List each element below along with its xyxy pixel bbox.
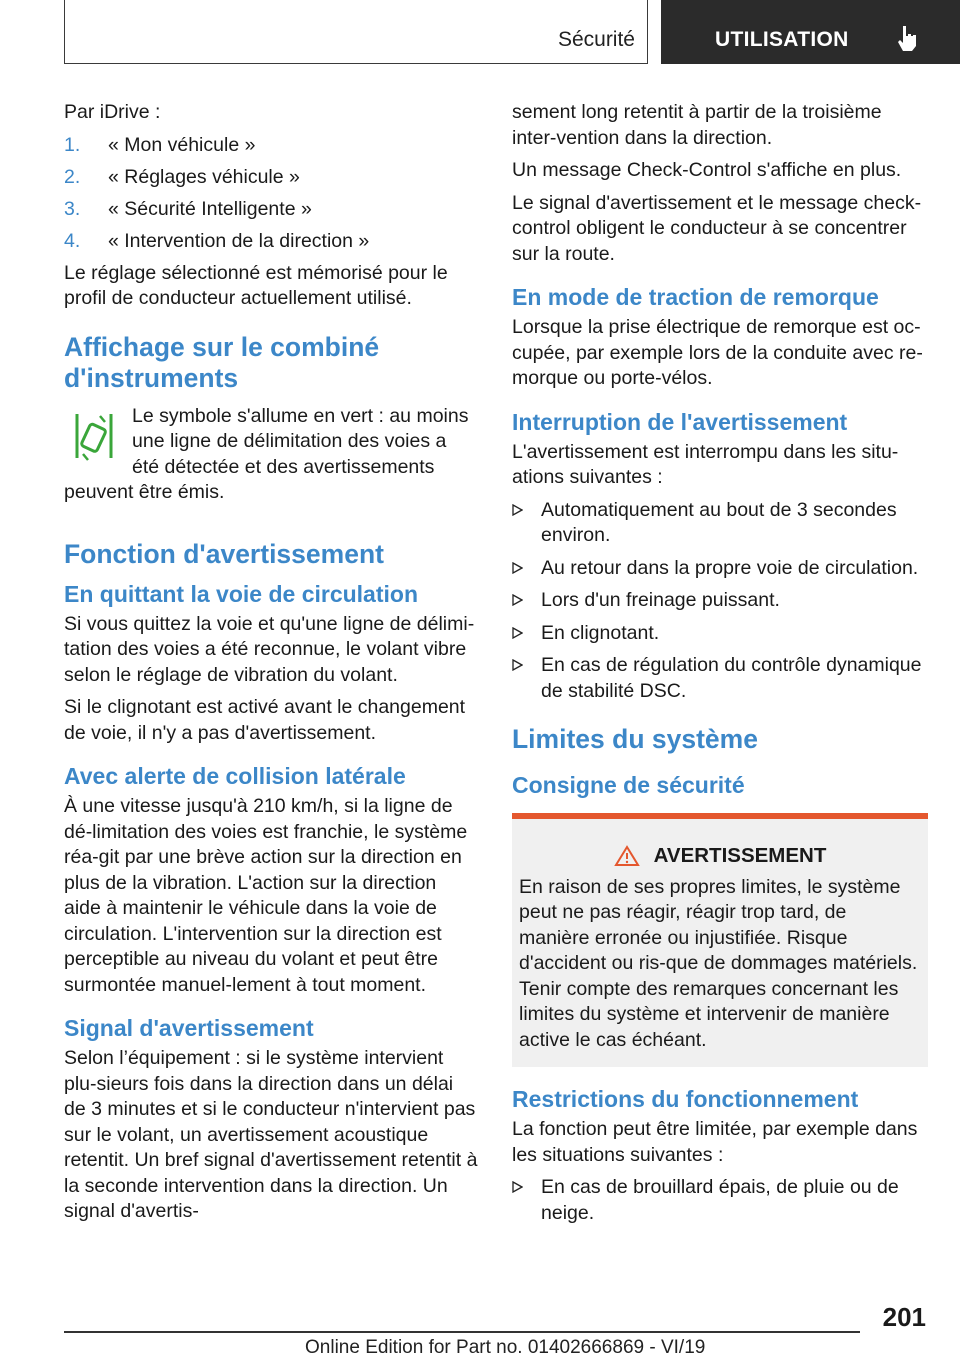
- leaving-paragraph-2: Si le clignotant est activé avant le changement de voie, il n'y a pas d'avertissement.: [64, 696, 466, 744]
- heading-leaving-lane: En quittant la voie de circulation: [64, 580, 418, 607]
- header-section-title: Sécurité: [557, 28, 635, 51]
- steps-note: Le réglage sélectionné est mémorisé pour le profil de conducteur actuellement utilisé.: [64, 261, 448, 309]
- header-section-box: [64, 0, 648, 64]
- triangle-bullet-icon: [512, 562, 523, 574]
- list-item: En cas de brouillard épais, de pluie ou de neige.: [512, 1175, 928, 1226]
- list-item: En cas de régulation du contrôle dynamique de stabilité DSC.: [512, 653, 928, 704]
- triangle-bullet-icon: [512, 594, 523, 606]
- warning-triangle-icon: [614, 845, 640, 867]
- display-text: Le symbole s'allume en vert : au moins une ligne de délimitation des voies a été détectée et des avertissements peuvent être émis.: [64, 404, 469, 503]
- signal-continued-3: Le signal d'avertissement et le message check-control obligent le conducteur à se concentrer sur la route.: [512, 191, 922, 265]
- side-collision-paragraph: À une vitesse jusqu'à 210 km/h, si la ligne de dé‐limitation des voies est franchie, le système réa‐git par une brève action sur la direction en plus de la vibration. L'action sur la direction aide à maintenir le véhicule dans la voie de circulation. L'intervention sur la direction est perceptible au niveau du volant et peut être surmontée manuel‐lement à tout moment.: [64, 795, 468, 996]
- warning-box: [512, 813, 928, 1067]
- restrictions-list: [512, 1175, 928, 1226]
- list-item: Automatiquement au bout de 3 secondes environ.: [512, 498, 928, 549]
- header-chapter-title: UTILISATION: [715, 28, 849, 51]
- heading-side-collision: Avec alerte de collision latérale: [64, 763, 406, 789]
- interruption-paragraph: L'avertissement est interrompu dans les situ‐ations suivantes :: [512, 440, 899, 488]
- right-column: [512, 100, 928, 1233]
- triangle-bullet-icon: [512, 1181, 523, 1193]
- heading-warning-signal: Signal d'avertissement: [64, 1015, 314, 1041]
- left-column: [64, 100, 478, 1232]
- idrive-intro: Par iDrive :: [64, 101, 161, 123]
- heading-interruption: Interruption de l'avertissement: [512, 408, 848, 435]
- triangle-bullet-icon: [512, 659, 523, 671]
- page-number: 201: [882, 1302, 926, 1332]
- signal-continued-2: Un message Check-Control s'affiche en plus.: [512, 159, 902, 181]
- warning-signal-paragraph: Selon l’équipement : si le système intervient plu‐sieurs fois dans la direction dans un délai de 3 minutes et si le conducteur n'intervient pas sur le volant, un avertissement acoustique retentit. Un bref signal d'avertissement retentit à la seconde intervention dans la direction. Un signal d'avertis‐: [64, 1047, 478, 1222]
- heading-trailer-mode: En mode de traction de remorque: [512, 284, 879, 310]
- step-item: 3. « Sécurité Intelligente »: [64, 197, 312, 220]
- list-item: Au retour dans la propre voie de circulation.: [512, 556, 928, 582]
- display-block: [64, 404, 478, 513]
- heading-display: Affichage sur le combiné d'instruments: [64, 331, 380, 393]
- list-item: Lors d'un freinage puissant.: [512, 588, 928, 614]
- warning-text: En raison de ses propres limites, le système peut ne pas réagir, réagir trop tard, de manière erronée ou injustifiée. Risque d'accident ou ris‐que de dommages matériels. Tenir compte des remarques concernant les limites du système et intervenir de manière active le cas échéant.: [519, 875, 918, 1051]
- interruption-list: [512, 498, 928, 705]
- list-item: En clignotant.: [512, 621, 928, 647]
- restrictions-paragraph: La fonction peut être limitée, par exemple dans les situations suivantes :: [512, 1118, 918, 1166]
- idrive-steps: [64, 133, 478, 255]
- signal-continued-1: sement long retentit à partir de la troisième inter‐vention dans la direction.: [512, 101, 882, 149]
- footer-divider: [64, 1331, 860, 1333]
- header-chapter-box: [661, 0, 960, 64]
- step-item: 1. « Mon véhicule »: [64, 133, 256, 156]
- heading-restrictions: Restrictions du fonctionnement: [512, 1086, 859, 1112]
- leaving-paragraph-1: Si vous quittez la voie et qu'une ligne de délimi‐tation des voies a été reconnue, le volant vibre selon le réglage de vibration du volant.: [64, 612, 475, 686]
- triangle-bullet-icon: [512, 627, 523, 639]
- warning-title-row: [519, 843, 921, 869]
- trailer-paragraph: Lorsque la prise électrique de remorque est oc‐cupée, par exemple lors de la conduite avec re‐morque ou porte-vélos.: [512, 316, 923, 389]
- footer-edition: Online Edition for Part no. 01402666869 - VI/19: [305, 1337, 706, 1358]
- heading-function: Fonction d'avertissement: [64, 538, 384, 569]
- step-item: 4. « Intervention de la direction »: [64, 229, 370, 252]
- triangle-bullet-icon: [512, 504, 523, 516]
- lane-departure-warning-icon: [74, 410, 114, 462]
- warning-title: AVERTISSEMENT: [653, 844, 827, 867]
- step-item: 2. « Réglages véhicule »: [64, 165, 300, 188]
- pointing-hand-icon: [895, 24, 919, 52]
- heading-system-limits: Limites du système: [512, 724, 758, 754]
- heading-safety-note: Consigne de sécurité: [512, 772, 745, 798]
